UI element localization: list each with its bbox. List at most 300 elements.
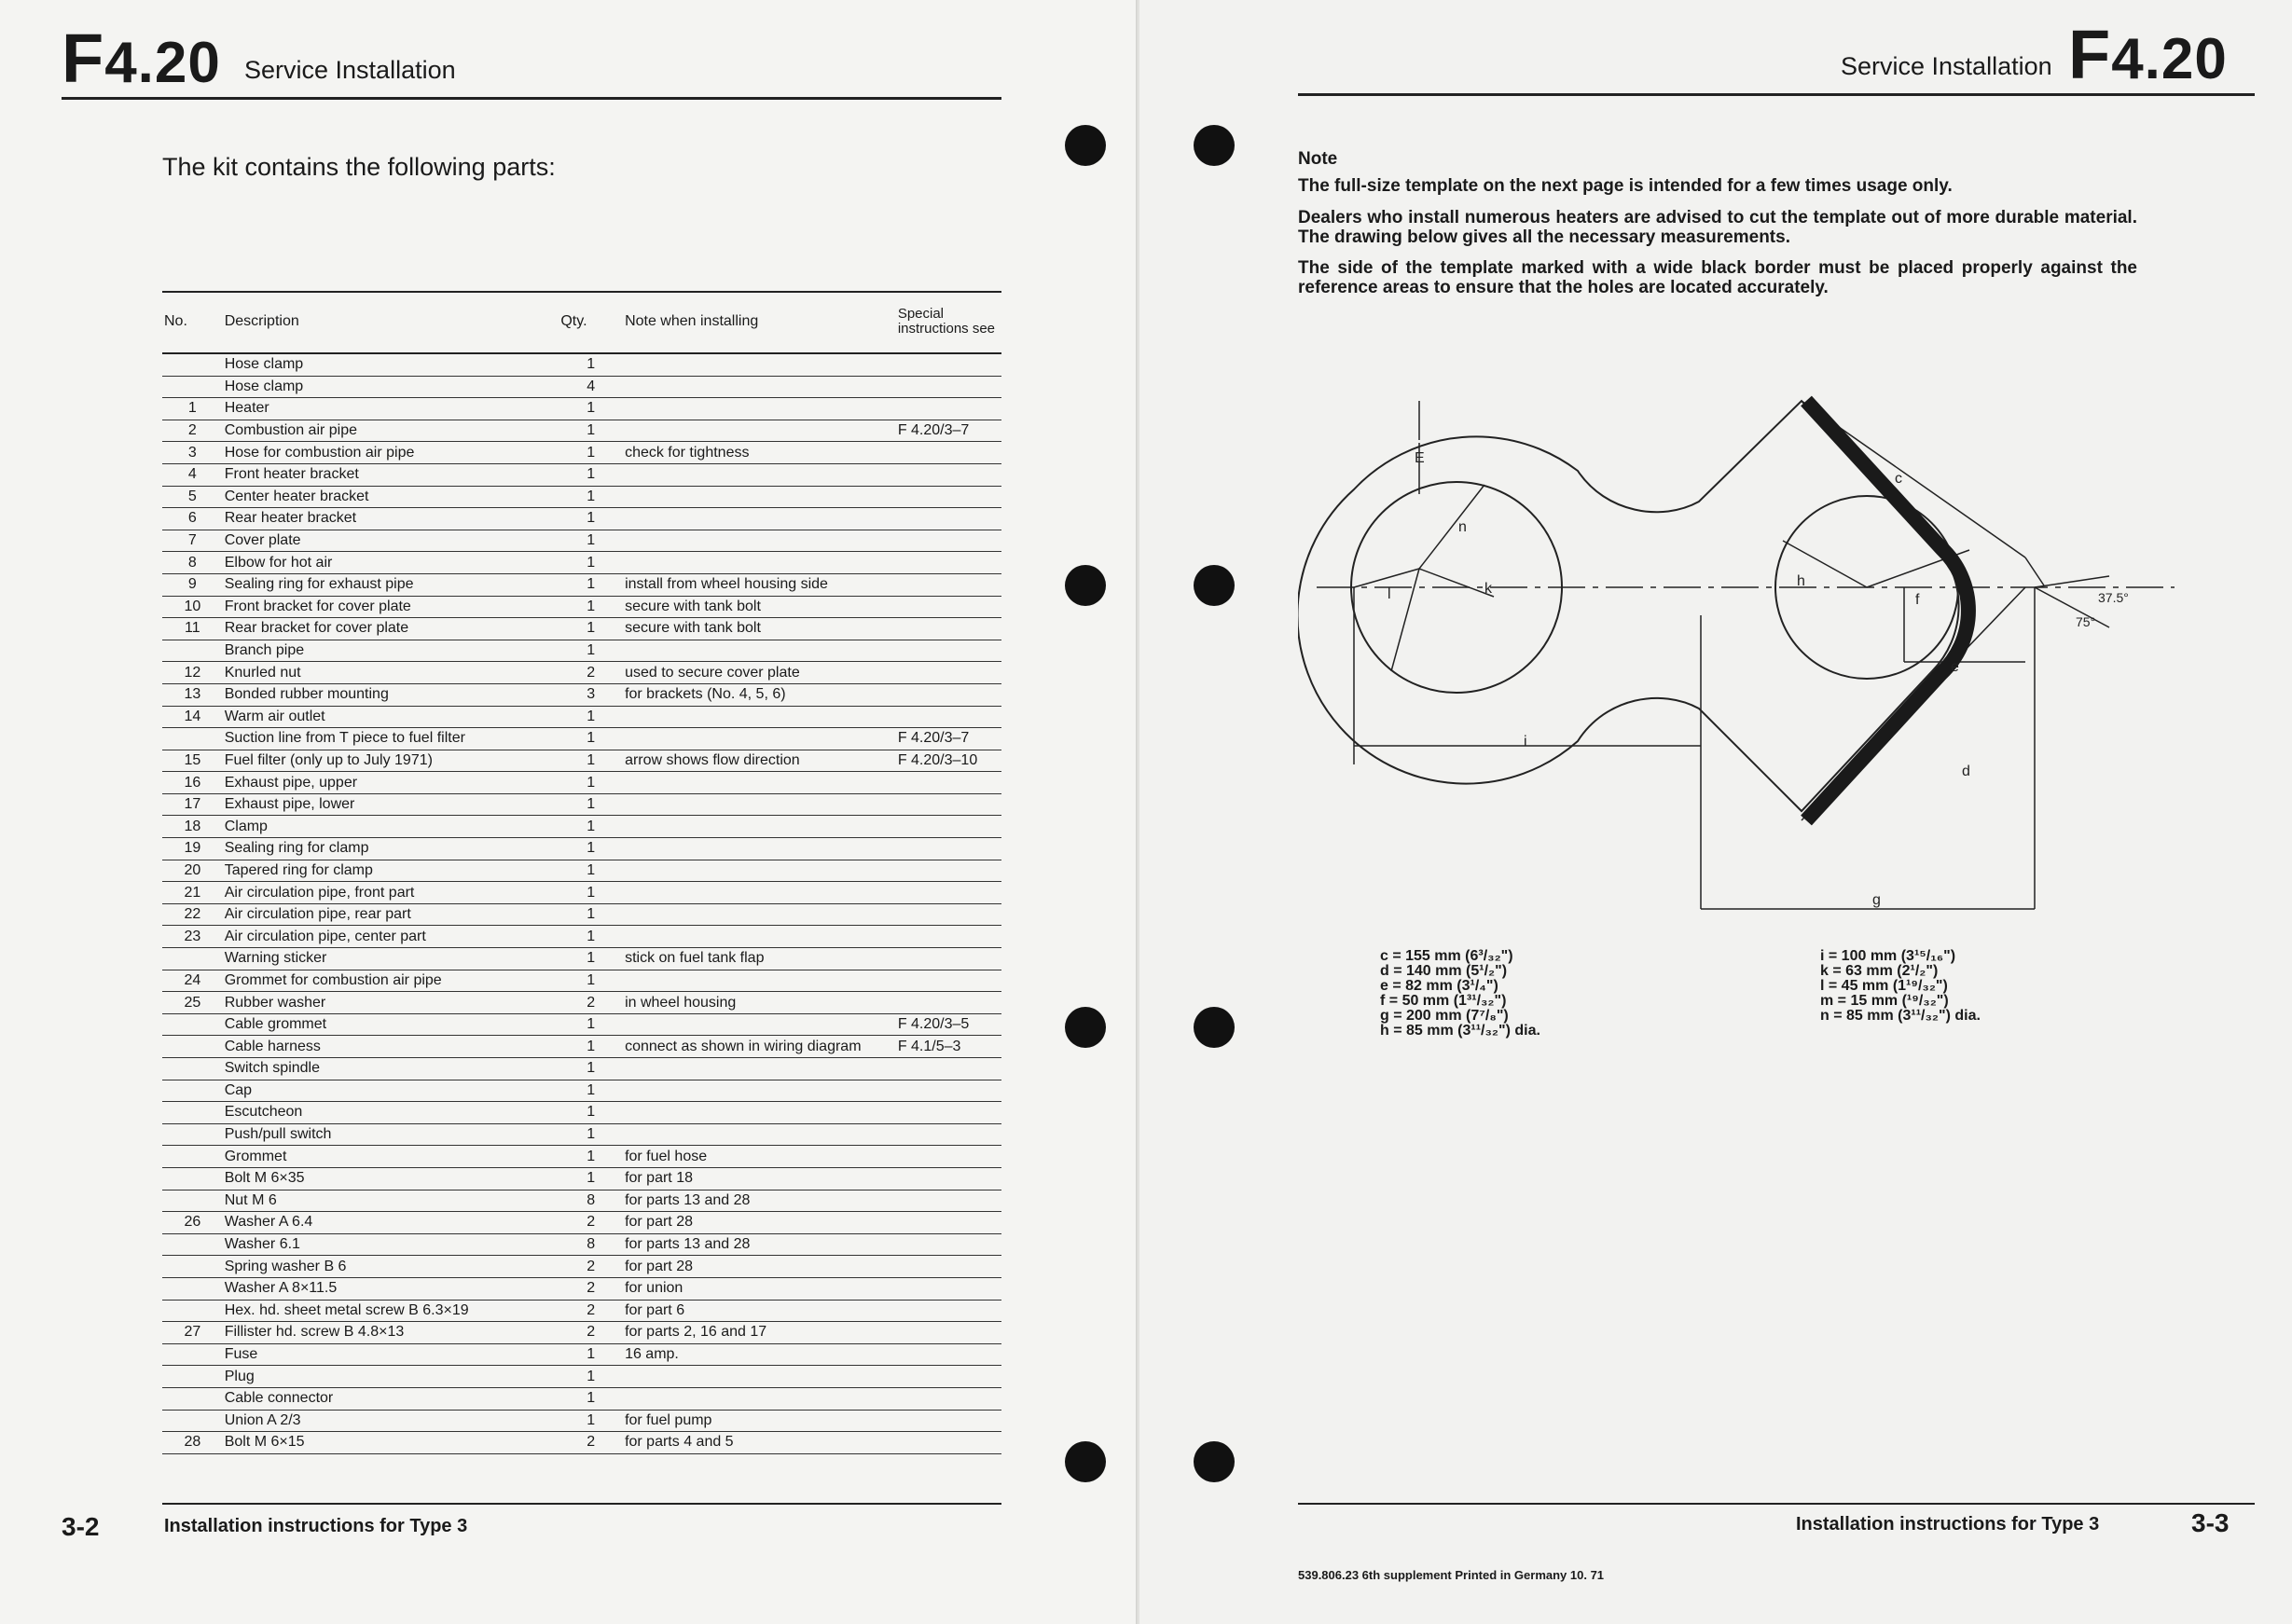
cell-no [162, 1080, 223, 1102]
cell-no [162, 1036, 223, 1058]
cell-note: for brackets (No. 4, 5, 6) [623, 683, 896, 706]
binder-hole [1065, 125, 1106, 166]
table-row [162, 1013, 1001, 1036]
table-row [162, 772, 1001, 794]
col-header-note: Note when installing [623, 292, 896, 353]
table-row [162, 398, 1001, 420]
cell-note [623, 1013, 896, 1036]
cell-spec [896, 1058, 1001, 1080]
cell-qty: 8 [559, 1190, 623, 1212]
measurement-i: i = 100 mm (3¹⁵/₁₆") [1820, 948, 1956, 964]
cell-qty: 1 [559, 640, 623, 662]
cell-no [162, 1146, 223, 1168]
cell-note: for parts 2, 16 and 17 [623, 1322, 896, 1344]
table-row [162, 662, 1001, 684]
note-paragraph: The side of the template marked with a wide black border must be placed properly against the reference areas to ensure that the holes are located accurately. [1298, 258, 2137, 298]
cell-note [623, 353, 896, 376]
cell-note: stick on fuel tank flap [623, 948, 896, 970]
page-number: 3-3 [2191, 1508, 2230, 1537]
cell-desc: Washer A 6.4 [223, 1212, 559, 1234]
cell-spec [896, 530, 1001, 552]
cell-qty: 1 [559, 1058, 623, 1080]
cell-no: 15 [162, 750, 223, 772]
label-angle-37: 37.5° [2098, 590, 2129, 605]
cell-spec [896, 618, 1001, 640]
table-row [162, 596, 1001, 618]
cell-note [623, 486, 896, 508]
cell-spec [896, 1300, 1001, 1322]
cell-no [162, 376, 223, 398]
footer-rule [162, 1503, 1001, 1505]
note-heading: Note [1298, 149, 1338, 169]
table-row [162, 992, 1001, 1014]
label-E: E [1415, 450, 1425, 466]
measurement-e: e = 82 mm (3¹/₄") [1380, 978, 1498, 994]
cell-note [623, 772, 896, 794]
cell-no [162, 948, 223, 970]
cell-qty: 1 [559, 1146, 623, 1168]
cell-no [162, 1366, 223, 1388]
cell-desc: Rear bracket for cover plate [223, 618, 559, 640]
cell-spec: F 4.20/3–7 [896, 420, 1001, 442]
cell-spec [896, 1190, 1001, 1212]
cell-no: 12 [162, 662, 223, 684]
cell-note: for fuel pump [623, 1410, 896, 1432]
cell-spec [896, 552, 1001, 574]
cell-note: used to secure cover plate [623, 662, 896, 684]
cell-qty: 1 [559, 1410, 623, 1432]
cell-no [162, 1277, 223, 1300]
cell-desc: Hex. hd. sheet metal screw B 6.3×19 [223, 1300, 559, 1322]
cell-qty: 1 [559, 1343, 623, 1366]
cell-qty: 1 [559, 838, 623, 860]
label-l: l [1388, 586, 1391, 602]
cell-qty: 2 [559, 1322, 623, 1344]
table-row [162, 1387, 1001, 1410]
cell-spec [896, 1102, 1001, 1124]
cell-no [162, 1013, 223, 1036]
cell-desc: Spring washer B 6 [223, 1256, 559, 1278]
measurements-right [1820, 949, 1981, 1024]
cell-spec [896, 353, 1001, 376]
cell-no [162, 1387, 223, 1410]
note-paragraph: Dealers who install numerous heaters are advised to cut the template out of more durable material. The drawing below gives all the necessary measurements. [1298, 207, 2137, 247]
cell-spec [896, 903, 1001, 926]
label-i: i [1524, 734, 1527, 750]
cell-spec [896, 1146, 1001, 1168]
cell-qty: 1 [559, 970, 623, 992]
table-row [162, 486, 1001, 508]
cell-note: in wheel housing [623, 992, 896, 1014]
table-row [162, 1277, 1001, 1300]
cell-note [623, 816, 896, 838]
cell-note: check for tightness [623, 442, 896, 464]
cell-no [162, 1058, 223, 1080]
measurements-left [1380, 949, 1540, 1039]
cell-no: 25 [162, 992, 223, 1014]
table-row [162, 1233, 1001, 1256]
cell-note: for parts 13 and 28 [623, 1190, 896, 1212]
cell-note [623, 376, 896, 398]
measurement-h: h = 85 mm (3¹¹/₃₂") dia. [1380, 1023, 1540, 1039]
label-k: k [1484, 581, 1492, 597]
table-row [162, 970, 1001, 992]
cell-spec [896, 793, 1001, 816]
note-paragraph: The full-size template on the next page is intended for a few times usage only. [1298, 176, 1953, 197]
cell-qty: 1 [559, 596, 623, 618]
cell-desc: Hose clamp [223, 376, 559, 398]
cell-note [623, 903, 896, 926]
parts-table [162, 291, 1001, 1454]
cell-no [162, 353, 223, 376]
reference-border [1806, 401, 1968, 820]
cell-desc: Combustion air pipe [223, 420, 559, 442]
cell-desc: Grommet [223, 1146, 559, 1168]
cell-no: 14 [162, 706, 223, 728]
cell-no [162, 728, 223, 750]
cell-note: for part 6 [623, 1300, 896, 1322]
cell-qty: 1 [559, 772, 623, 794]
cell-note [623, 882, 896, 904]
cell-no: 26 [162, 1212, 223, 1234]
section-code: F4.20 [2068, 16, 2228, 93]
cell-no: 24 [162, 970, 223, 992]
cell-no: 22 [162, 903, 223, 926]
label-g: g [1872, 892, 1881, 908]
cell-no [162, 1123, 223, 1146]
cell-note: for union [623, 1277, 896, 1300]
cell-no: 7 [162, 530, 223, 552]
cell-note: for part 18 [623, 1167, 896, 1190]
table-row [162, 530, 1001, 552]
cell-spec [896, 1123, 1001, 1146]
cell-note [623, 530, 896, 552]
cell-qty: 1 [559, 573, 623, 596]
cell-no: 13 [162, 683, 223, 706]
label-angle-75: 75° [2076, 614, 2096, 629]
cell-note [623, 398, 896, 420]
note-block [1298, 149, 2137, 310]
cell-qty: 1 [559, 1080, 623, 1102]
table-row [162, 882, 1001, 904]
cell-spec [896, 398, 1001, 420]
parts-table-body [162, 353, 1001, 1453]
cell-no: 6 [162, 508, 223, 530]
cell-desc: Cable connector [223, 1387, 559, 1410]
cell-qty: 1 [559, 442, 623, 464]
table-row [162, 948, 1001, 970]
cell-desc: Washer 6.1 [223, 1233, 559, 1256]
cell-no: 5 [162, 486, 223, 508]
cell-no: 17 [162, 793, 223, 816]
cell-note [623, 926, 896, 948]
cell-note [623, 1080, 896, 1102]
header-rule [62, 97, 1001, 100]
cell-no: 3 [162, 442, 223, 464]
cell-note [623, 706, 896, 728]
label-n: n [1458, 519, 1467, 535]
cell-spec [896, 838, 1001, 860]
cell-no: 28 [162, 1432, 223, 1454]
table-row [162, 1366, 1001, 1388]
col-header-no: No. [162, 292, 223, 353]
table-row [162, 1212, 1001, 1234]
cell-qty: 2 [559, 1256, 623, 1278]
cell-spec [896, 683, 1001, 706]
cell-desc: Tapered ring for clamp [223, 860, 559, 882]
cell-qty: 1 [559, 706, 623, 728]
cell-no: 2 [162, 420, 223, 442]
cell-desc: Warm air outlet [223, 706, 559, 728]
table-row [162, 1322, 1001, 1344]
cell-note: secure with tank bolt [623, 596, 896, 618]
cell-desc: Suction line from T piece to fuel filter [223, 728, 559, 750]
cell-note: connect as shown in wiring diagram [623, 1036, 896, 1058]
table-row [162, 926, 1001, 948]
cell-desc: Heater [223, 398, 559, 420]
page-number: 3-2 [62, 1512, 100, 1541]
cell-qty: 1 [559, 882, 623, 904]
footer-rule [1298, 1503, 2255, 1505]
col-header-qty: Qty. [559, 292, 623, 353]
cell-desc: Clamp [223, 816, 559, 838]
cell-note: install from wheel housing side [623, 573, 896, 596]
cell-spec [896, 706, 1001, 728]
cell-note [623, 463, 896, 486]
label-f: f [1915, 592, 1920, 608]
cell-spec: F 4.20/3–5 [896, 1013, 1001, 1036]
cell-note [623, 1366, 896, 1388]
cell-no [162, 1190, 223, 1212]
header-rule [1298, 93, 2255, 96]
cell-spec [896, 1277, 1001, 1300]
table-row [162, 903, 1001, 926]
cell-desc: Cable harness [223, 1036, 559, 1058]
cell-desc: Rubber washer [223, 992, 559, 1014]
cell-note [623, 793, 896, 816]
cell-qty: 1 [559, 1167, 623, 1190]
footer-title: Installation instructions for Type 3 [1796, 1514, 2100, 1535]
table-row [162, 1123, 1001, 1146]
binder-hole [1194, 125, 1235, 166]
table-row [162, 552, 1001, 574]
cell-note: secure with tank bolt [623, 618, 896, 640]
table-row [162, 420, 1001, 442]
cell-desc: Washer A 8×11.5 [223, 1277, 559, 1300]
table-row [162, 463, 1001, 486]
measurement-k: k = 63 mm (2¹/₂") [1820, 963, 1939, 979]
cell-desc: Union A 2/3 [223, 1410, 559, 1432]
template-diagram [1298, 392, 2230, 923]
binder-hole [1194, 1441, 1235, 1482]
measurement-g: g = 200 mm (7⁷/₈") [1380, 1008, 1509, 1024]
cell-qty: 1 [559, 903, 623, 926]
cell-note [623, 1058, 896, 1080]
cell-qty: 1 [559, 353, 623, 376]
measurement-d: d = 140 mm (5¹/₂") [1380, 963, 1508, 979]
binder-hole [1194, 1007, 1235, 1048]
label-e: e [1951, 659, 1959, 675]
cell-no [162, 1233, 223, 1256]
cell-spec [896, 926, 1001, 948]
table-row [162, 1300, 1001, 1322]
cell-spec [896, 662, 1001, 684]
cell-no: 11 [162, 618, 223, 640]
cell-desc: Bolt M 6×35 [223, 1167, 559, 1190]
binder-hole [1065, 1007, 1106, 1048]
cell-no [162, 1256, 223, 1278]
cell-desc: Switch spindle [223, 1058, 559, 1080]
cell-desc: Air circulation pipe, center part [223, 926, 559, 948]
label-h: h [1797, 573, 1805, 589]
cell-spec [896, 1080, 1001, 1102]
cell-no: 21 [162, 882, 223, 904]
cell-note: for part 28 [623, 1256, 896, 1278]
cell-no: 8 [162, 552, 223, 574]
table-row [162, 376, 1001, 398]
cell-qty: 1 [559, 552, 623, 574]
cell-qty: 1 [559, 860, 623, 882]
cell-qty: 1 [559, 728, 623, 750]
cell-qty: 1 [559, 1387, 623, 1410]
table-row [162, 1146, 1001, 1168]
table-row [162, 750, 1001, 772]
cell-note [623, 1387, 896, 1410]
cell-spec [896, 442, 1001, 464]
cell-desc: Bonded rubber mounting [223, 683, 559, 706]
table-row [162, 1343, 1001, 1366]
cell-desc: Hose for combustion air pipe [223, 442, 559, 464]
cell-note: for parts 13 and 28 [623, 1233, 896, 1256]
cell-spec [896, 1322, 1001, 1344]
cell-qty: 1 [559, 486, 623, 508]
cell-qty: 1 [559, 1102, 623, 1124]
footer-title: Installation instructions for Type 3 [164, 1516, 468, 1536]
cell-desc: Cover plate [223, 530, 559, 552]
cell-no: 20 [162, 860, 223, 882]
cell-no [162, 1300, 223, 1322]
table-row [162, 1080, 1001, 1102]
cell-desc: Knurled nut [223, 662, 559, 684]
cell-spec [896, 376, 1001, 398]
cell-qty: 3 [559, 683, 623, 706]
section-title: Service Installation [244, 56, 456, 84]
cell-qty: 2 [559, 1432, 623, 1454]
cell-note [623, 420, 896, 442]
cell-spec [896, 486, 1001, 508]
cell-no: 1 [162, 398, 223, 420]
cell-qty: 4 [559, 376, 623, 398]
table-row [162, 1058, 1001, 1080]
table-row [162, 640, 1001, 662]
cell-note: 16 amp. [623, 1343, 896, 1366]
cell-desc: Elbow for hot air [223, 552, 559, 574]
cell-note: arrow shows flow direction [623, 750, 896, 772]
cell-qty: 1 [559, 1013, 623, 1036]
cell-desc: Hose clamp [223, 353, 559, 376]
cell-spec [896, 1410, 1001, 1432]
cell-desc: Fuel filter (only up to July 1971) [223, 750, 559, 772]
cell-note [623, 640, 896, 662]
cell-qty: 1 [559, 1036, 623, 1058]
cell-qty: 1 [559, 398, 623, 420]
cell-qty: 2 [559, 662, 623, 684]
table-row [162, 1410, 1001, 1432]
cell-spec [896, 1233, 1001, 1256]
cell-qty: 1 [559, 1366, 623, 1388]
table-row [162, 508, 1001, 530]
section-title: Service Installation [1841, 52, 2052, 80]
cell-qty: 2 [559, 1300, 623, 1322]
cell-desc: Push/pull switch [223, 1123, 559, 1146]
cell-desc: Warning sticker [223, 948, 559, 970]
col-header-description: Description [223, 292, 559, 353]
cell-spec [896, 1432, 1001, 1454]
right-page [1139, 0, 2292, 1624]
cell-note [623, 838, 896, 860]
cell-desc: Air circulation pipe, front part [223, 882, 559, 904]
cell-desc: Fillister hd. screw B 4.8×13 [223, 1322, 559, 1344]
cell-note [623, 508, 896, 530]
cell-no [162, 640, 223, 662]
table-row [162, 1432, 1001, 1454]
cell-spec [896, 860, 1001, 882]
cell-desc: Grommet for combustion air pipe [223, 970, 559, 992]
cell-desc: Escutcheon [223, 1102, 559, 1124]
section-code: F4.20 [62, 20, 221, 97]
cell-qty: 1 [559, 750, 623, 772]
binder-hole [1194, 565, 1235, 606]
table-row [162, 706, 1001, 728]
cell-no: 9 [162, 573, 223, 596]
cell-no: 4 [162, 463, 223, 486]
cell-qty: 1 [559, 793, 623, 816]
cell-spec [896, 573, 1001, 596]
cell-qty: 1 [559, 463, 623, 486]
cell-spec [896, 508, 1001, 530]
cell-spec [896, 1167, 1001, 1190]
cell-qty: 1 [559, 948, 623, 970]
cell-desc: Branch pipe [223, 640, 559, 662]
cell-desc: Cable grommet [223, 1013, 559, 1036]
cell-spec [896, 992, 1001, 1014]
kit-title: The kit contains the following parts: [162, 153, 556, 181]
cell-no: 16 [162, 772, 223, 794]
cell-desc: Front bracket for cover plate [223, 596, 559, 618]
table-row [162, 442, 1001, 464]
cell-note: for fuel hose [623, 1146, 896, 1168]
cell-desc: Sealing ring for clamp [223, 838, 559, 860]
cell-no: 18 [162, 816, 223, 838]
table-row [162, 838, 1001, 860]
cell-qty: 1 [559, 926, 623, 948]
cell-qty: 2 [559, 1277, 623, 1300]
table-header-row [162, 292, 1001, 353]
cell-desc: Bolt M 6×15 [223, 1432, 559, 1454]
cell-desc: Fuse [223, 1343, 559, 1366]
measurement-n: n = 85 mm (3¹¹/₃₂") dia. [1820, 1008, 1981, 1024]
cell-spec: F 4.1/5–3 [896, 1036, 1001, 1058]
label-c: c [1895, 471, 1902, 487]
cell-qty: 1 [559, 618, 623, 640]
cell-spec [896, 1256, 1001, 1278]
cell-spec [896, 1343, 1001, 1366]
cell-no [162, 1167, 223, 1190]
table-row [162, 683, 1001, 706]
cell-spec: F 4.20/3–10 [896, 750, 1001, 772]
cell-desc: Exhaust pipe, lower [223, 793, 559, 816]
cell-spec [896, 816, 1001, 838]
